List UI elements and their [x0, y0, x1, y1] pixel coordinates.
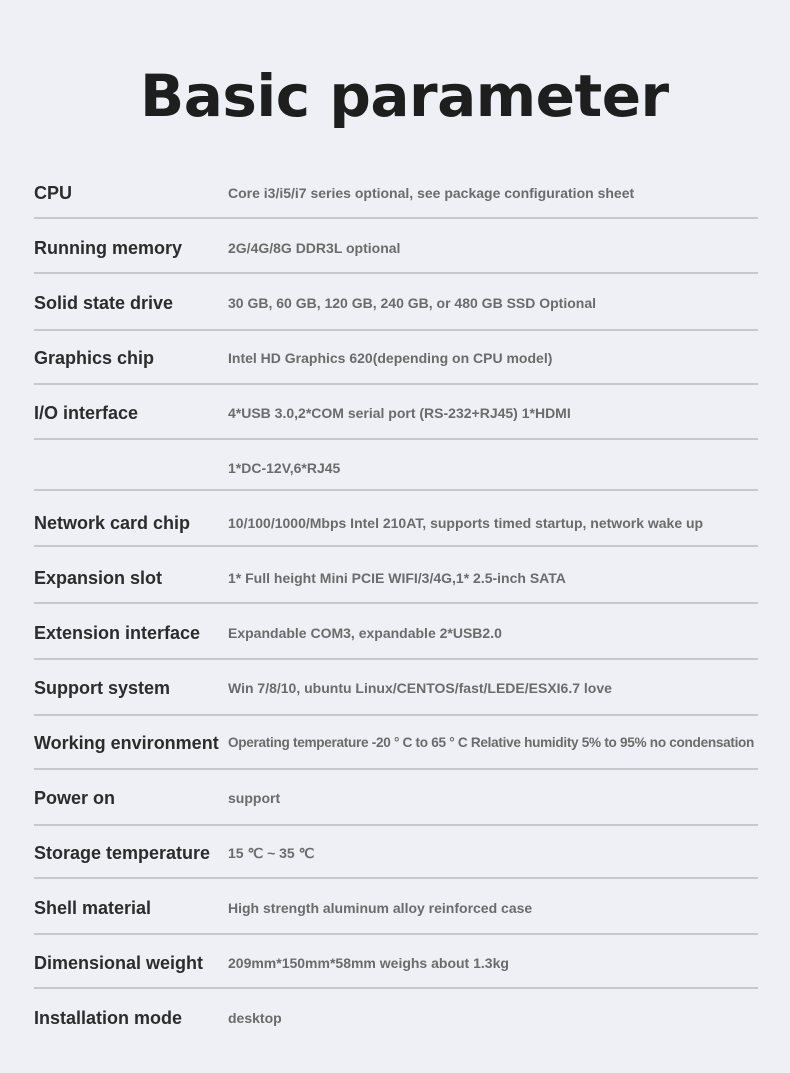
param-row-running-memory	[0, 233, 790, 263]
row-divider	[34, 438, 758, 440]
page-title: Basic parameter	[140, 62, 669, 130]
param-label: Installation mode	[34, 1008, 183, 1028]
row-divider	[34, 489, 758, 491]
row-divider	[34, 987, 758, 989]
param-row-network-card-chip	[0, 508, 790, 538]
param-value: 30 GB, 60 GB, 120 GB, 240 GB, or 480 GB SSD Optional	[228, 295, 597, 311]
row-divider	[34, 383, 758, 385]
param-label: Dimensional weight	[34, 953, 204, 973]
param-label: Storage temperature	[34, 843, 211, 863]
param-row-installation-mode	[0, 1003, 790, 1033]
param-label: Running memory	[34, 238, 183, 258]
row-divider	[34, 768, 758, 770]
param-value: 1*DC-12V,6*RJ45	[228, 460, 341, 476]
row-divider	[34, 272, 758, 274]
param-value: 10/100/1000/Mbps Intel 210AT, supports timed startup, network wake up	[228, 515, 704, 531]
row-divider	[34, 602, 758, 604]
row-divider	[34, 877, 758, 879]
param-row-cpu	[0, 178, 790, 208]
param-row-shell-material	[0, 893, 790, 923]
param-row-io-interface	[0, 398, 790, 428]
param-label: Solid state drive	[34, 293, 174, 313]
param-label: Power on	[34, 788, 116, 808]
param-label: Extension interface	[34, 623, 201, 643]
row-divider	[34, 545, 758, 547]
row-divider	[34, 658, 758, 660]
param-label: Shell material	[34, 898, 152, 918]
param-row-solid-state-drive	[0, 288, 790, 318]
row-divider	[34, 217, 758, 219]
param-value: 1* Full height Mini PCIE WIFI/3/4G,1* 2.5-inch SATA	[228, 570, 566, 586]
param-value: Expandable COM3, expandable 2*USB2.0	[228, 625, 502, 641]
param-label: Expansion slot	[34, 568, 163, 588]
param-label: Network card chip	[34, 513, 191, 533]
param-value: 4*USB 3.0,2*COM serial port (RS-232+RJ45) 1*HDMI	[228, 405, 571, 421]
param-row-power-on	[0, 783, 790, 813]
param-value: Core i3/i5/i7 series optional, see package configuration sheet	[228, 185, 635, 201]
param-row-graphics-chip	[0, 343, 790, 373]
param-row-working-environment	[0, 728, 790, 758]
param-value: 2G/4G/8G DDR3L optional	[228, 240, 401, 256]
param-label: Support system	[34, 678, 171, 698]
param-row-dimensional-weight	[0, 948, 790, 978]
param-value: support	[228, 790, 281, 806]
param-row-expansion-slot	[0, 563, 790, 593]
param-value: High strength aluminum alloy reinforced case	[228, 900, 533, 916]
param-label: I/O interface	[34, 403, 139, 423]
param-label: Working environment	[34, 733, 219, 753]
param-value: 15 ℃ ~ 35 ℃	[228, 845, 315, 861]
param-row-io-interface-continued	[0, 453, 790, 483]
param-value: Intel HD Graphics 620(depending on CPU model)	[228, 350, 553, 366]
param-row-storage-temperature	[0, 838, 790, 868]
row-divider	[34, 329, 758, 331]
param-row-support-system	[0, 673, 790, 703]
row-divider	[34, 824, 758, 826]
param-label: Graphics chip	[34, 348, 155, 368]
param-row-extension-interface	[0, 618, 790, 648]
row-divider	[34, 714, 758, 716]
param-label: CPU	[34, 183, 73, 203]
param-value: desktop	[228, 1010, 282, 1026]
row-divider	[34, 933, 758, 935]
param-value: 209mm*150mm*58mm weighs about 1.3kg	[228, 955, 509, 971]
param-value: Operating temperature -20 ° C to 65 ° C Relative humidity 5% to 95% no condensation	[228, 735, 755, 750]
param-value: Win 7/8/10, ubuntu Linux/CENTOS/fast/LEDE/ESXI6.7 love	[228, 680, 612, 696]
